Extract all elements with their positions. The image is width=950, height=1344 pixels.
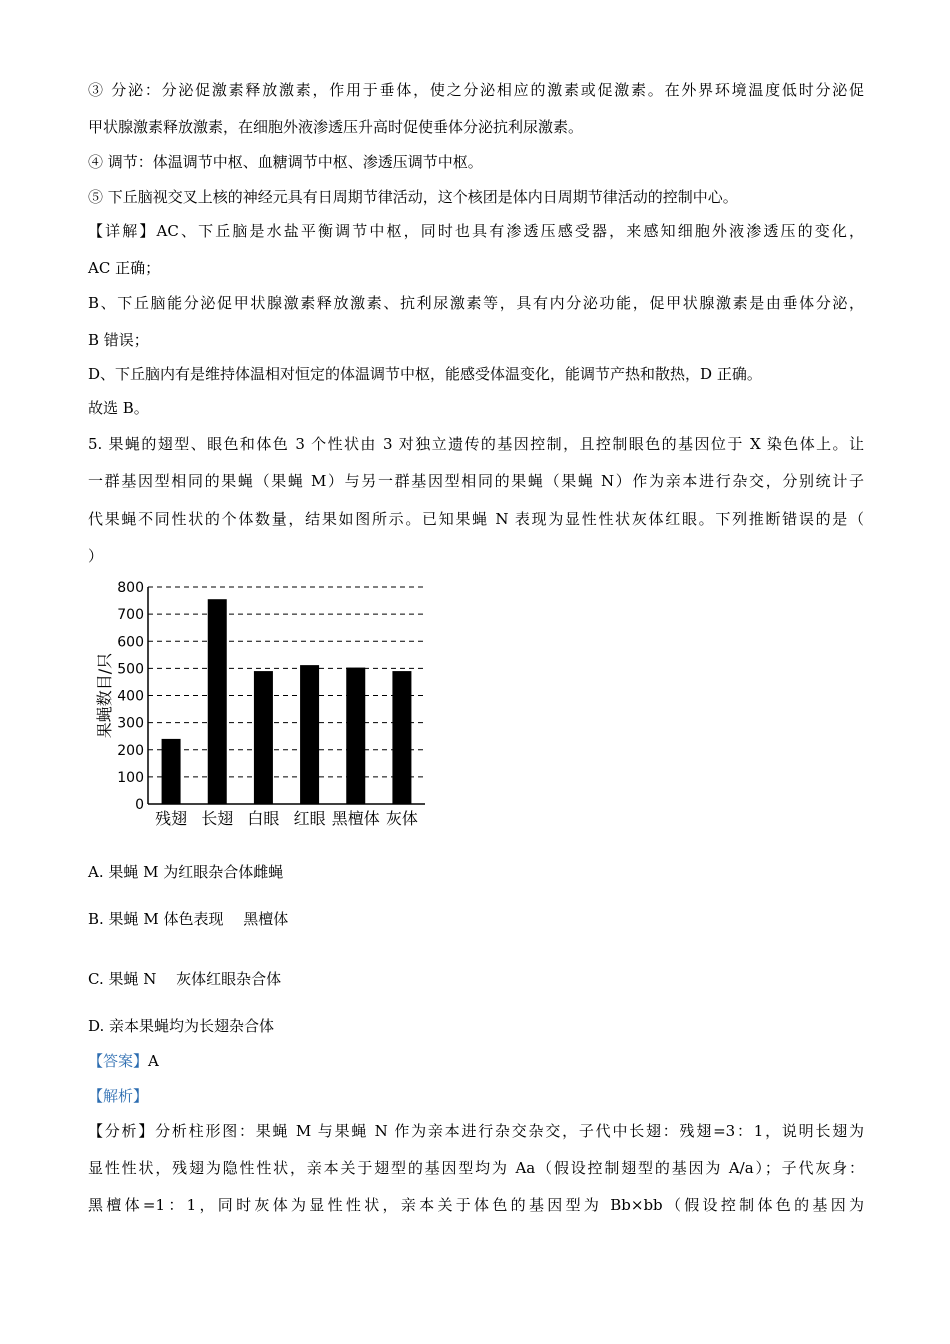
question-text: 5. 果蝇的翅型、眼色和体色 3 个性状由 3 对独立遗传的基因控制，且控制眼色的基因位于 X 染色体上。让 — [88, 435, 864, 453]
x-tick-label: 长翅 — [201, 809, 234, 828]
option-b[interactable]: B. 果蝇 M 体色表现 黑檀体 — [88, 910, 289, 928]
option-d[interactable]: D. 亲本果蝇均为长翅杂合体 — [88, 1017, 275, 1035]
analysis-text: 【分析】分析柱形图：果蝇 M 与果蝇 N 作为亲本进行杂交杂交，子代中长翅：残翅=3：1，说明长翅为 — [88, 1122, 864, 1140]
text-line: ⑤ 下丘脑视交叉上核的神经元具有日周期节律活动，这个核团是体内日周期节律活动的控制中心。 — [88, 188, 738, 206]
bar — [346, 668, 365, 804]
text-line: ④ 调节：体温调节中枢、血糖调节中枢、渗透压调节中枢。 — [88, 153, 483, 171]
bar-chart — [88, 570, 448, 840]
text-line: D、下丘脑内有是维持体温相对恒定的体温调节中枢，能感受体温变化，能调节产热和散热，D 正确。 — [88, 365, 762, 383]
y-tick-label: 500 — [117, 661, 144, 678]
analysis-text: 黑檀体=1：1，同时灰体为显性性状，亲本关于体色的基因型为 Bb×bb（假设控制体色的基因为 — [88, 1196, 864, 1214]
bar — [162, 739, 181, 804]
y-tick-label: 100 — [117, 769, 144, 786]
y-tick-label: 400 — [117, 688, 144, 705]
analysis-text: 显性性状，残翅为隐性性状，亲本关于翅型的基因型均为 Aa（假设控制翅型的基因为 A/a）；子代灰身： — [88, 1159, 864, 1177]
question-text: 一群基因型相同的果蝇（果蝇 M）与另一群基因型相同的果蝇（果蝇 N）作为亲本进行杂交，分别统计子 — [88, 472, 864, 490]
option-a[interactable]: A. 果蝇 M 为红眼杂合体雌蝇 — [88, 863, 284, 881]
y-tick-label: 600 — [117, 634, 144, 651]
text-line: 甲状腺激素释放激素，在细胞外液渗透压升高时促使垂体分泌抗利尿激素。 — [88, 118, 584, 136]
text-line: 故选 B。 — [88, 399, 149, 417]
text-line: B、下丘脑能分泌促甲状腺激素释放激素、抗利尿激素等，具有内分泌功能，促甲状腺激素是由垂体分泌， — [88, 294, 864, 312]
y-tick-label: 200 — [117, 742, 144, 759]
bar — [300, 665, 319, 804]
x-tick-label: 黑檀体 — [331, 809, 380, 828]
x-tick-label: 灰体 — [385, 809, 418, 828]
bar — [392, 671, 411, 804]
analysis-label: 【解析】 — [88, 1087, 149, 1105]
text-line: AC 正确； — [88, 259, 161, 277]
question-text: ） — [88, 547, 104, 565]
y-tick-label: 700 — [117, 607, 144, 624]
question-text: 代果蝇不同性状的个体数量，结果如图所示。已知果蝇 N 表现为显性性状灰体红眼。下列推断错误的是（ — [88, 510, 864, 528]
bar — [208, 599, 227, 804]
x-tick-label: 红眼 — [293, 809, 326, 828]
bar — [254, 671, 273, 804]
y-axis-label: 果蝇数目/只 — [95, 652, 114, 739]
text-line: B 错误； — [88, 331, 149, 349]
y-tick-label: 800 — [117, 580, 144, 596]
answer-value: A — [148, 1052, 159, 1070]
x-tick-label: 残翅 — [155, 809, 188, 828]
y-tick-label: 0 — [135, 797, 144, 813]
x-tick-label: 白眼 — [247, 809, 280, 828]
y-tick-label: 300 — [117, 715, 144, 732]
option-c[interactable]: C. 果蝇 N 灰体红眼杂合体 — [88, 970, 282, 988]
text-line: ③ 分泌：分泌促激素释放激素，作用于垂体，使之分泌相应的激素或促激素。在外界环境温度低时分泌促 — [88, 81, 864, 99]
answer-label: 【答案】 — [88, 1052, 149, 1070]
text-line: 【详解】AC、下丘脑是水盐平衡调节中枢，同时也具有渗透压感受器，来感知细胞外液渗透压的变化， — [88, 222, 864, 240]
answer-line — [88, 1050, 159, 1072]
